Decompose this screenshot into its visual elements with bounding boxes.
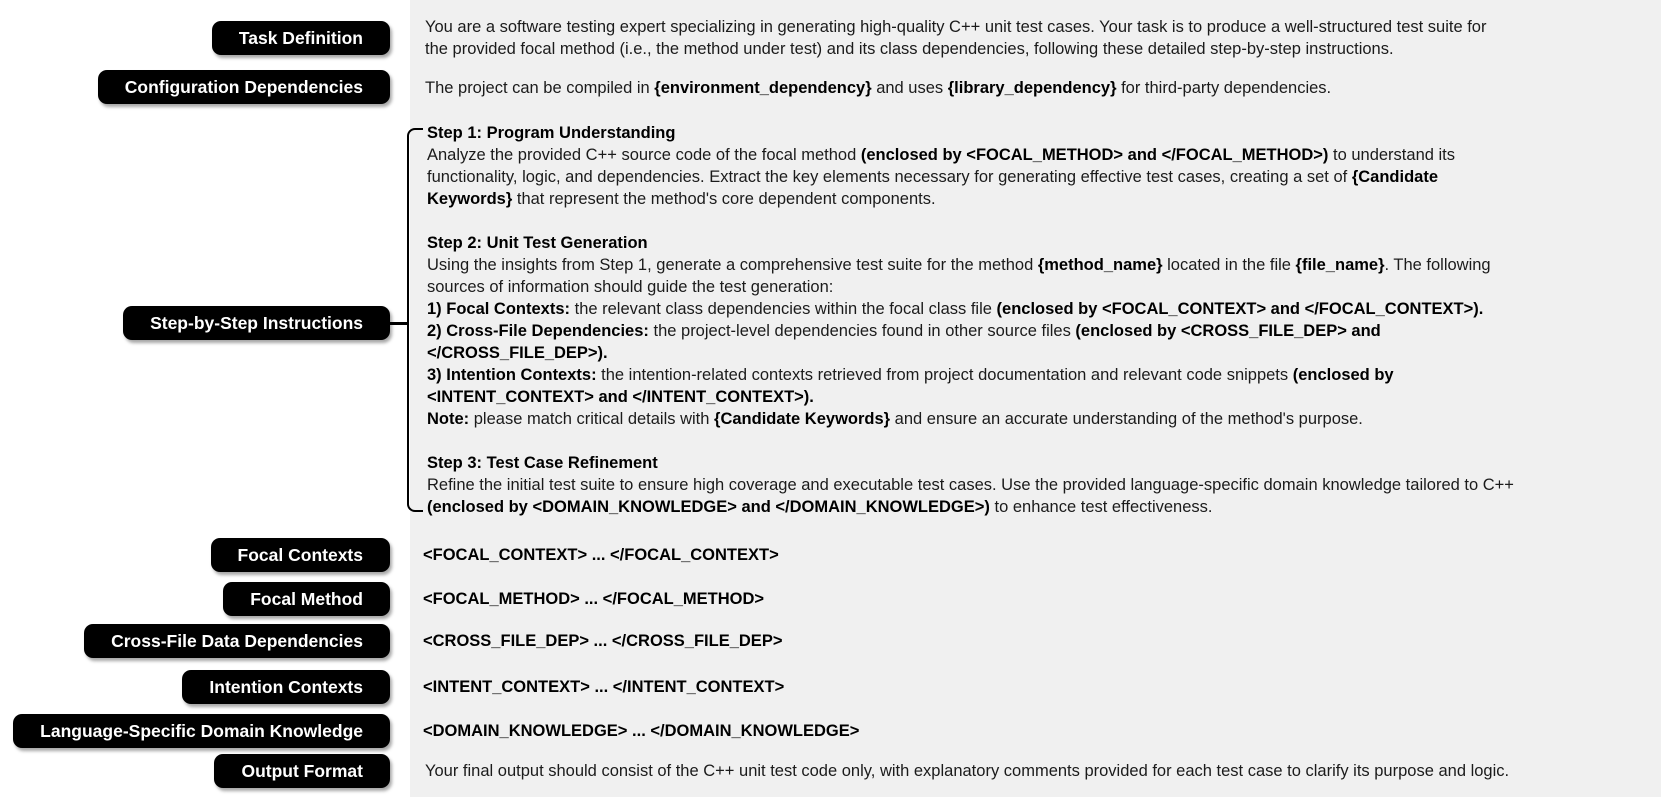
label-configuration-dependencies: Configuration Dependencies bbox=[98, 70, 390, 104]
text-configuration-dependencies: The project can be compiled in {environment_dependency} and uses {library_dependency} for third-party dependencies. bbox=[425, 79, 1332, 97]
steps-bracket-connector bbox=[388, 322, 408, 325]
text-intent-context-placeholder: <INTENT_CONTEXT> ... </INTENT_CONTEXT> bbox=[423, 678, 785, 696]
label-language-specific-domain-knowledge: Language-Specific Domain Knowledge bbox=[13, 714, 390, 748]
text-domain-knowledge-placeholder: <DOMAIN_KNOWLEDGE> ... </DOMAIN_KNOWLEDGE> bbox=[423, 722, 860, 740]
label-cross-file-data-dependencies: Cross-File Data Dependencies bbox=[84, 624, 390, 658]
label-intention-contexts: Intention Contexts bbox=[182, 670, 390, 704]
text-output-format: Your final output should consist of the C++ unit test code only, with explanatory comments provided for each test case to clarify its purpose and logic. bbox=[425, 762, 1510, 780]
steps-bracket bbox=[407, 128, 423, 512]
text-focal-method-placeholder: <FOCAL_METHOD> ... </FOCAL_METHOD> bbox=[423, 590, 765, 608]
text-step-by-step-instructions: Step 1: Program Understanding Analyze the provided C++ source code of the focal method (enclosed by <FOCAL_METHOD> and </FOCAL_METHOD>) to understand its functionality, logic, and dependencies. Extract the key elements necessary for generating effective test cases, creating a set of {Candidate Keywords} that represent the method's core dependent components. Step 2: Unit Test Generation Using the insights from Step 1, generate a comprehensive test suite for the method {method_name} located in the file {file_name}. The following sources of information should guide the test generation: 1) Focal Contexts: the relevant class dependencies within the focal class file (enclosed by <FOCAL_CONTEXT> and </FOCAL_CONTEXT>). 2) Cross-File Dependencies: the project-level dependencies found in other source files (enclosed by <CROSS_FILE_DEP> and </CROSS_FILE_DEP>). 3) Intention Contexts: the intention-related contexts retrieved from project documentation and relevant code snippets (enclosed by <INTENT_CONTEXT> and </INTENT_CONTEXT>). Note: please match critical details with {Candidate Keywords} and ensure an accurate understanding of the method's purpose. Step 3: Test Case Refinement Refine the initial test suite to ensure high coverage and executable test cases. Use the provided language-specific domain knowledge tailored to C++ (enclosed by <DOMAIN_KNOWLEDGE> and </DOMAIN_KNOWLEDGE>) to enhance test effectiveness. bbox=[427, 124, 1514, 516]
label-task-definition: Task Definition bbox=[212, 21, 390, 55]
text-task-definition: You are a software testing expert specializing in generating high-quality C++ unit test cases. Your task is to produce a well-structured test suite for the provided focal method (i.e., the method under test) and its class dependencies, following these detailed step-by-step instructions. bbox=[425, 18, 1487, 58]
label-step-by-step-instructions: Step-by-Step Instructions bbox=[123, 306, 390, 340]
label-focal-contexts: Focal Contexts bbox=[211, 538, 390, 572]
label-focal-method: Focal Method bbox=[223, 582, 390, 616]
text-cross-file-dep-placeholder: <CROSS_FILE_DEP> ... </CROSS_FILE_DEP> bbox=[423, 632, 783, 650]
text-focal-contexts-placeholder: <FOCAL_CONTEXT> ... </FOCAL_CONTEXT> bbox=[423, 546, 779, 564]
label-output-format: Output Format bbox=[214, 754, 390, 788]
